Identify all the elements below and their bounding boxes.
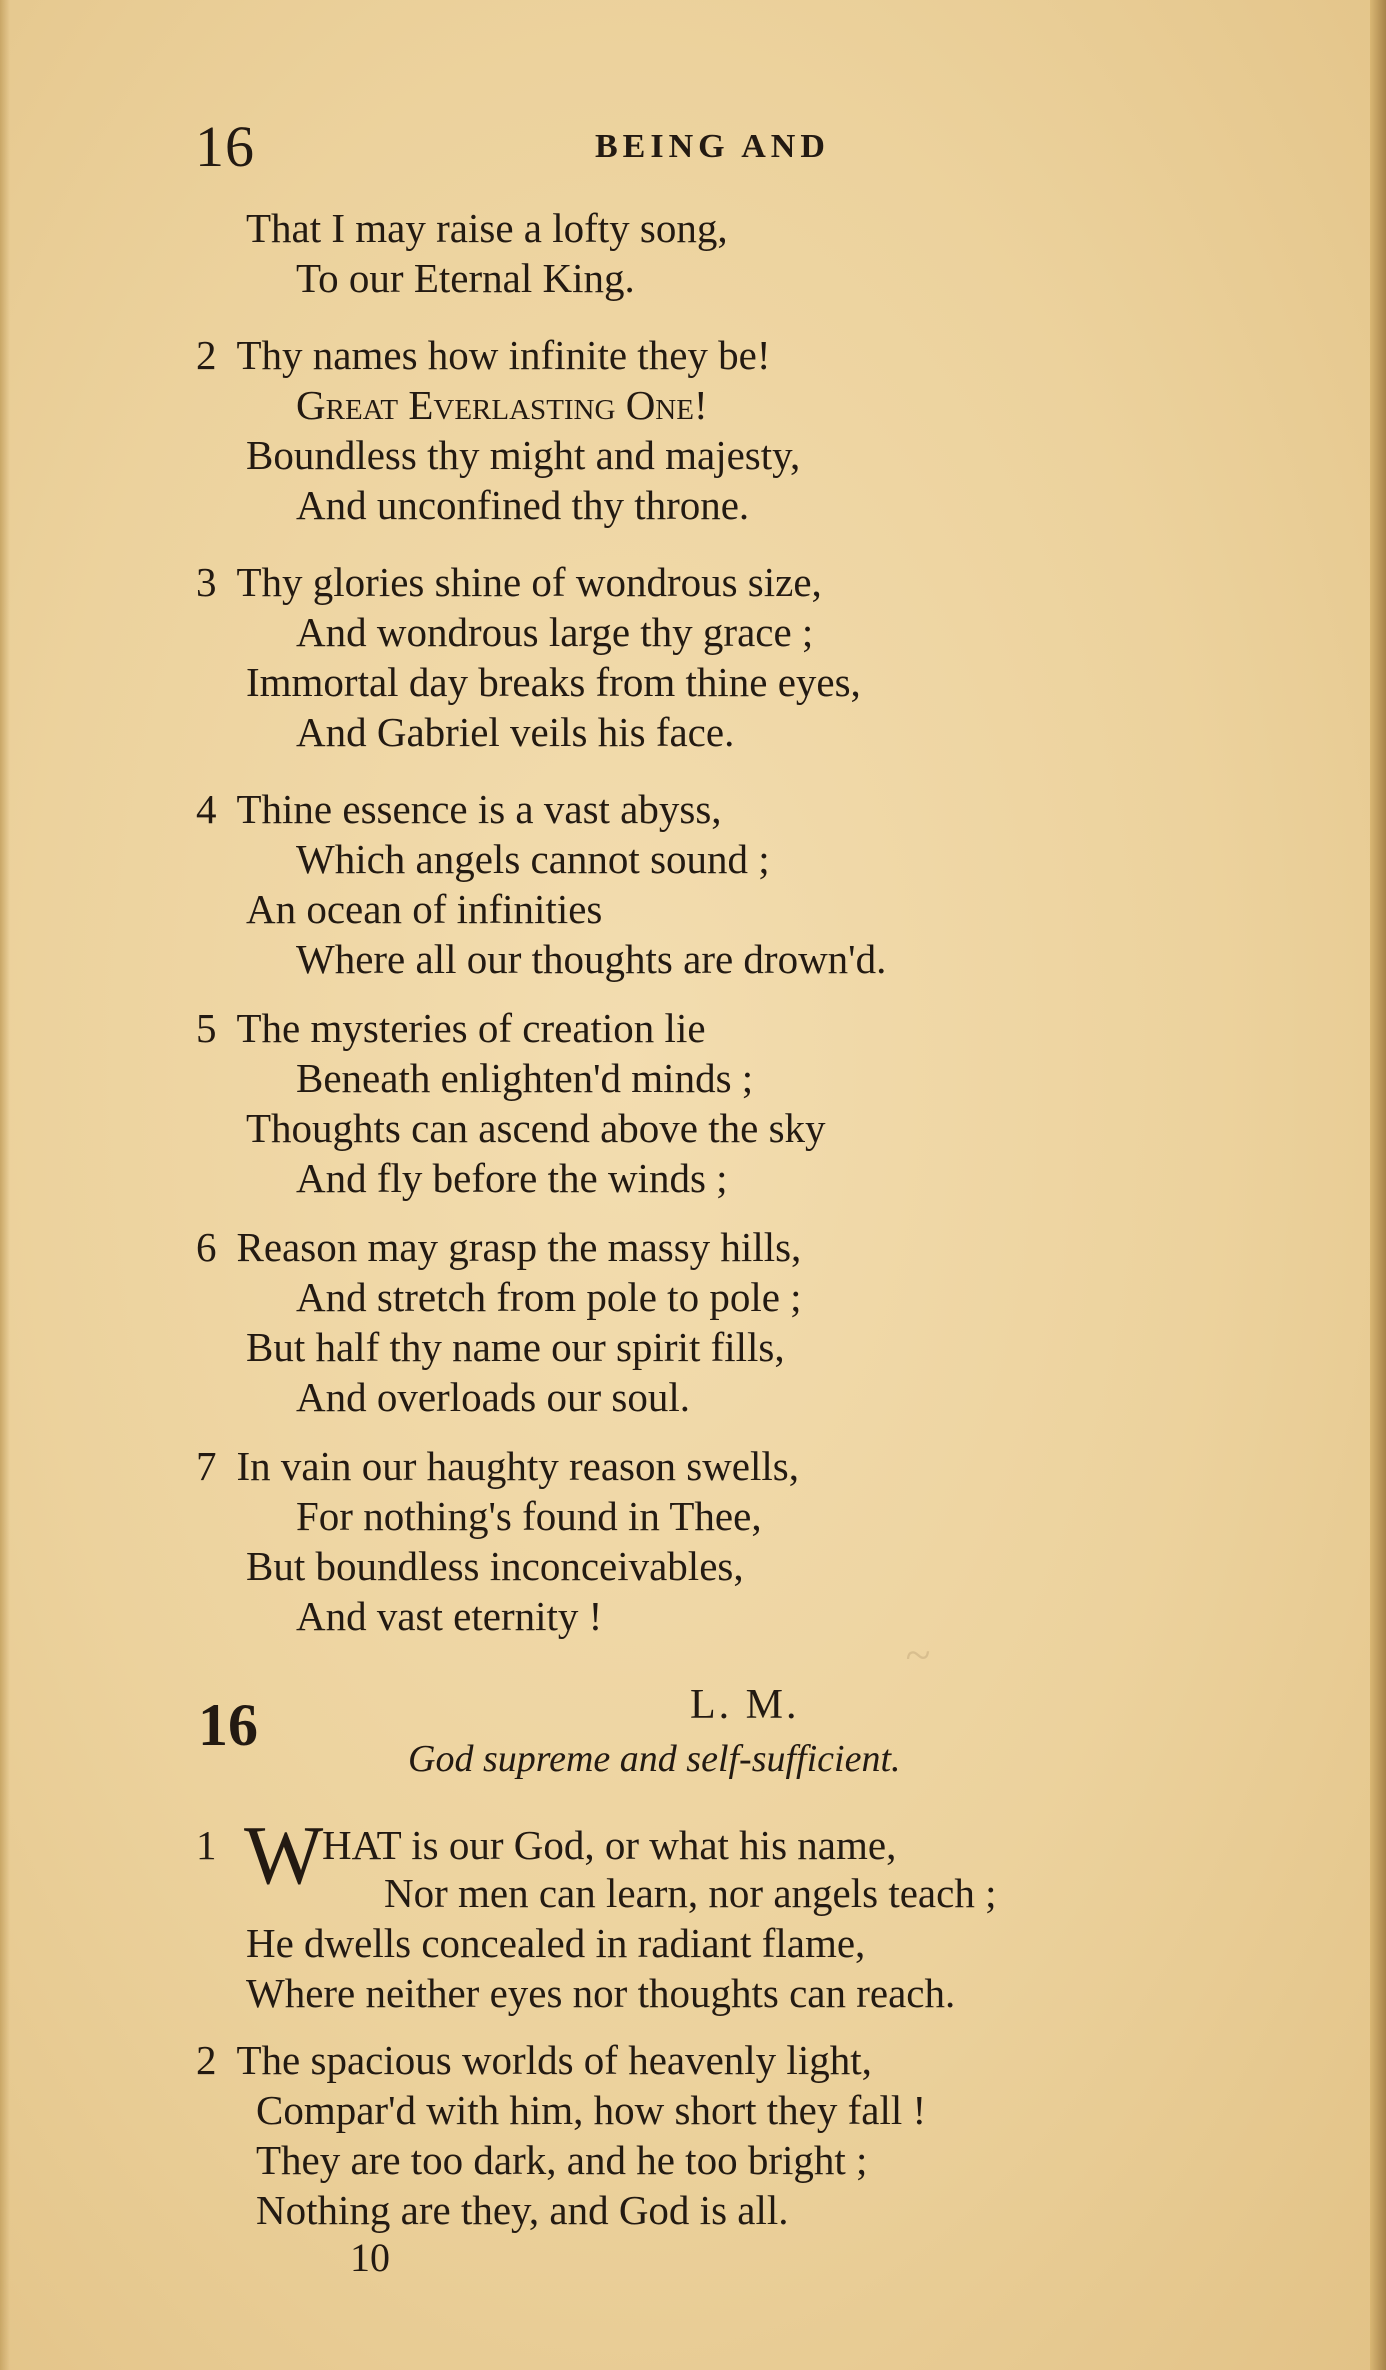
verse-line: Thoughts can ascend above the sky	[246, 1105, 826, 1151]
stanza-number: 6	[196, 1224, 217, 1270]
verse-line: And vast eternity !	[296, 1593, 603, 1639]
verse-line: And wondrous large thy grace ;	[296, 609, 814, 655]
verse-line: 6 Reason may grasp the massy hills,	[196, 1224, 802, 1270]
verse-line: Nor men can learn, nor angels teach ;	[384, 1870, 997, 1916]
stanza-number: 2	[196, 2037, 217, 2083]
verse-line: And fly before the winds ;	[296, 1155, 728, 1201]
verse-line: 3 Thy glories shine of wondrous size,	[196, 559, 822, 605]
verse-line: And unconfined thy throne.	[296, 482, 750, 528]
verse-line: 2 The spacious worlds of heavenly light,	[196, 2037, 872, 2083]
verse-line: Compar'd with him, how short they fall !	[256, 2087, 927, 2133]
verse-line: He dwells concealed in radiant flame,	[246, 1920, 866, 1966]
verse-line	[196, 1820, 217, 1870]
page-number: 16	[195, 114, 255, 179]
verse-line: 5 The mysteries of creation lie	[196, 1005, 706, 1051]
verse-line: But boundless inconceivables,	[246, 1543, 744, 1589]
stanza-number: 7	[196, 1443, 217, 1489]
verse-line: And Gabriel veils his face.	[296, 709, 735, 755]
signature-mark: 10	[350, 2235, 390, 2280]
verse-line: Immortal day breaks from thine eyes,	[246, 659, 861, 705]
verse-line: 4 Thine essence is a vast abyss,	[196, 786, 722, 832]
drop-cap: W	[244, 1809, 324, 1902]
verse-line: 7 In vain our haughty reason swells,	[196, 1443, 799, 1489]
verse-line: And overloads our soul.	[296, 1374, 691, 1420]
verse-line: Beneath enlighten'd minds ;	[296, 1055, 754, 1101]
hymn-meter: L. M.	[690, 1682, 800, 1728]
verse-line: Where all our thoughts are drown'd.	[296, 936, 887, 982]
page-left-edge	[0, 0, 10, 2370]
hymn-number: 16	[198, 1692, 258, 1758]
verse-line: They are too dark, and he too bright ;	[256, 2137, 868, 2183]
stanza-number: 5	[196, 1005, 217, 1051]
stanza-number: 3	[196, 559, 217, 605]
verse-line: And stretch from pole to pole ;	[296, 1274, 802, 1320]
verse-line: That I may raise a lofty song,	[246, 205, 728, 251]
verse-line: But half thy name our spirit fills,	[246, 1324, 785, 1370]
verse-line: For nothing's found in Thee,	[296, 1493, 762, 1539]
faint-pencil-mark: ~	[905, 1629, 936, 1680]
hymn-subtitle: God supreme and self-sufficient.	[408, 1738, 901, 1780]
stanza-number: 2	[196, 332, 217, 378]
verse-line: HAT is our God, or what his name,	[322, 1822, 897, 1868]
verse-line: An ocean of infinities	[246, 886, 603, 932]
page-header	[195, 112, 1195, 182]
verse-line: To our Eternal King.	[296, 255, 635, 301]
page-right-edge	[1370, 0, 1386, 2370]
verse-line: Where neither eyes nor thoughts can reach.	[246, 1970, 956, 2016]
verse-line: Great Everlasting One!	[296, 382, 708, 428]
verse-line: Which angels cannot sound ;	[296, 836, 770, 882]
verse-line: Boundless thy might and majesty,	[246, 432, 801, 478]
stanza-number: 1	[196, 1822, 217, 1868]
verse-line: 2 Thy names how infinite they be!	[196, 332, 771, 378]
verse-line: Nothing are they, and God is all.	[256, 2187, 789, 2233]
stanza-number: 4	[196, 786, 217, 832]
running-head: BEING AND	[595, 128, 830, 165]
